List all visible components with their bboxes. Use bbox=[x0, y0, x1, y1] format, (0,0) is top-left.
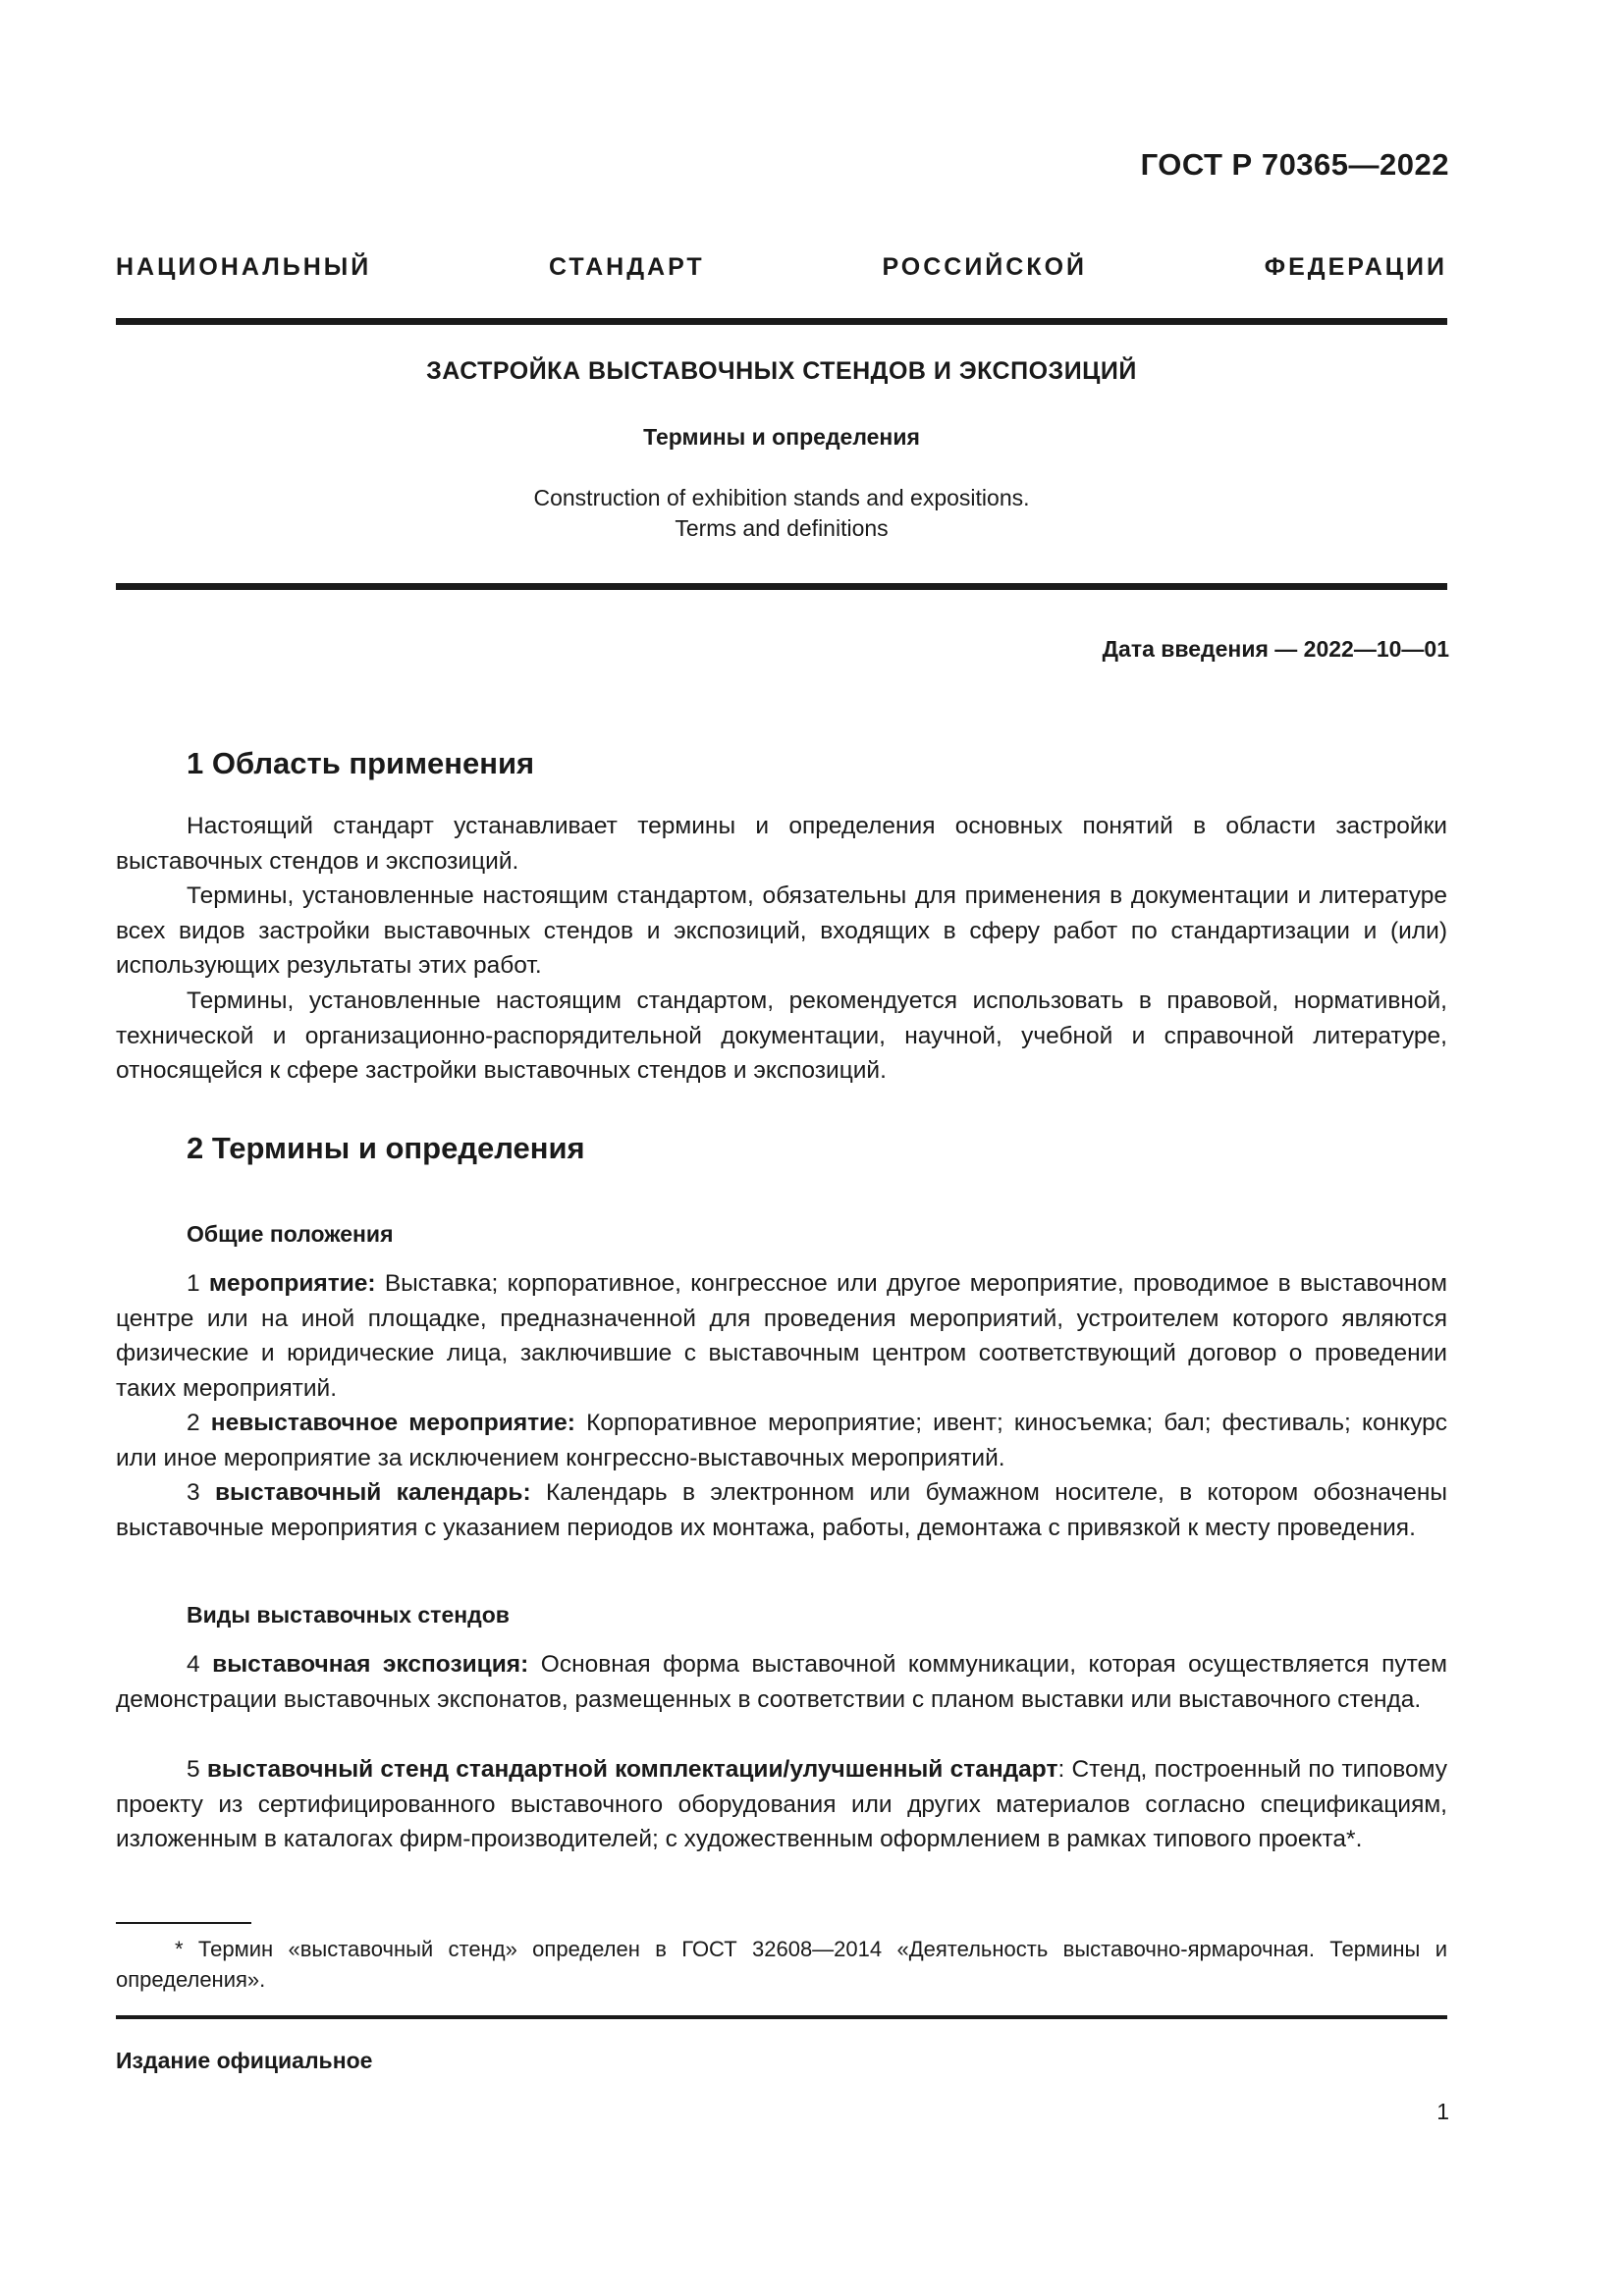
scope-paragraph: Настоящий стандарт устанавливает термины и определения основных понятий в области застройки выставочных стендов и экспозиций. bbox=[116, 813, 1447, 875]
section-heading-scope: 1 Область применения bbox=[187, 746, 535, 780]
term-name: выставочный стенд стандартной комплектации/улучшенный стандарт bbox=[206, 1756, 1058, 1783]
document-subtitle: Термины и определения bbox=[643, 424, 920, 450]
section-heading-terms: 2 Термины и определения bbox=[187, 1131, 585, 1165]
footer-divider bbox=[116, 2015, 1447, 2019]
term-number: 5 bbox=[187, 1756, 200, 1783]
top-divider bbox=[116, 318, 1447, 325]
term-definition: Корпоративное мероприятие; ивент; киносъемка; бал; фестиваль; конкурс или иное мероприятие за исключением конгрессно-выставочных мероприятий. bbox=[116, 1410, 1447, 1471]
english-title-line-2: Terms and definitions bbox=[675, 515, 889, 541]
english-title bbox=[116, 483, 1447, 544]
term-number: 3 bbox=[187, 1479, 200, 1506]
term-definition: Основная форма выставочной коммуникации, которая осуществляется путем демонстрации выставочных экспонатов, размещенных в соответствии с планом выставки или выставочного стенда. bbox=[116, 1651, 1448, 1713]
term-number: 4 bbox=[187, 1651, 200, 1678]
official-edition-label: Издание официальное bbox=[116, 2048, 373, 2073]
scope-paragraph: Термины, установленные настоящим стандартом, рекомендуется использовать в правовой, нормативной, технической и организационно-распорядительной документации, научной, учебной и справочной литературе, относящейся к сфере застройки выставочных стендов и экспозиций. bbox=[116, 988, 1447, 1084]
term-entry bbox=[116, 1752, 1447, 1857]
scope-paragraph: Термины, установленные настоящим стандартом, обязательны для применения в документации и литературе всех видов застройки выставочных стендов и экспозиций, входящих в сферу работ по стандартизации и (или) использующих результаты этих работ. bbox=[116, 882, 1447, 979]
document-code: ГОСТ Р 70365—2022 bbox=[1140, 147, 1449, 182]
footnote: * Термин «выставочный стенд» определен в ГОСТ 32608—2014 «Деятельность выставочно-ярмарочная. Термины и определения». bbox=[116, 1937, 1447, 1992]
term-entry bbox=[116, 1475, 1447, 1545]
term-name: мероприятие: bbox=[208, 1270, 376, 1297]
term-name: невыставочное мероприятие: bbox=[210, 1410, 575, 1436]
term-definition: Календарь в электронном или бумажном носителе, в котором обозначены выставочные мероприятия с указанием периодов их монтажа, работы, демонтажа с привязкой к месту проведения. bbox=[116, 1479, 1448, 1541]
term-definition: : Стенд, построенный по типовому проекту из сертифицированного выставочного оборудования или других материалов согласно спецификациям, изложенным в каталогах фирм-производителей; с художественным оформлением в рамках типового проекта*. bbox=[116, 1756, 1447, 1852]
page-number: 1 bbox=[1436, 2099, 1449, 2124]
term-number: 2 bbox=[187, 1410, 200, 1436]
term-name: выставочная экспозиция: bbox=[212, 1651, 529, 1678]
subsection-heading-stand-types: Виды выставочных стендов bbox=[187, 1602, 510, 1628]
term-entry bbox=[116, 1647, 1447, 1717]
term-entry bbox=[116, 1266, 1447, 1406]
document-title: ЗАСТРОЙКА ВЫСТАВОЧНЫХ СТЕНДОВ И ЭКСПОЗИЦИЙ bbox=[426, 357, 1137, 385]
term-name: выставочный календарь: bbox=[215, 1479, 531, 1506]
introduction-date: Дата введения — 2022—10—01 bbox=[1102, 636, 1449, 662]
title-divider bbox=[116, 583, 1447, 590]
subsection-heading-general: Общие положения bbox=[187, 1221, 394, 1247]
footnote-separator bbox=[116, 1922, 251, 1924]
national-standard-banner: НАЦИОНАЛЬНЫЙ СТАНДАРТ РОССИЙСКОЙ ФЕДЕРАЦИИ bbox=[116, 253, 1447, 281]
term-entry bbox=[116, 1406, 1447, 1475]
term-number: 1 bbox=[187, 1270, 200, 1297]
english-title-line-1: Construction of exhibition stands and expositions. bbox=[533, 485, 1030, 510]
term-definition: Выставка; корпоративное, конгрессное или другое мероприятие, проводимое в выставочном центре или на иной площадке, предназначенной для проведения мероприятий, устроителем которого являются физические и юридические лица, заключившие с выставочным центром соответствующий договор о проведении таких мероприятий. bbox=[116, 1270, 1447, 1402]
